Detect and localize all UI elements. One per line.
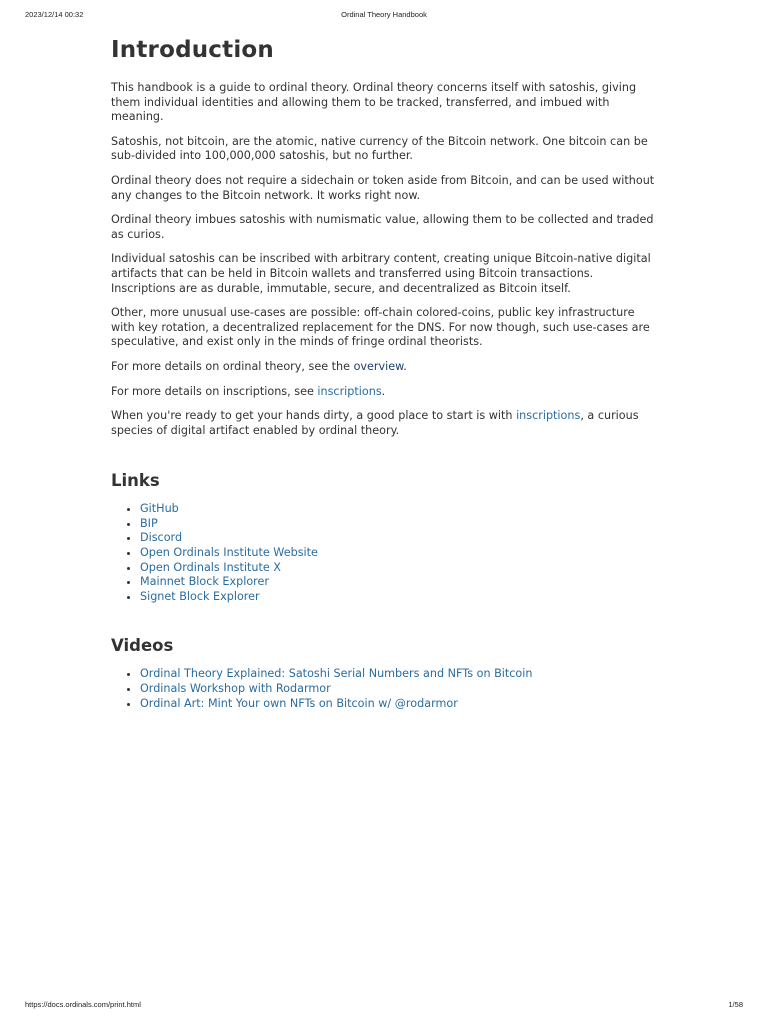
list-item <box>140 697 656 712</box>
links-section <box>111 470 656 604</box>
list-item <box>140 682 656 697</box>
paragraph-overview <box>111 360 656 375</box>
list-item <box>140 531 656 546</box>
print-footer <box>25 1000 743 1012</box>
page-number: 1/58 <box>728 1000 743 1009</box>
main-content <box>111 34 656 711</box>
paragraph-numismatic: Ordinal theory imbues satoshis with numismatic value, allowing them to be collected and traded as curios. <box>111 213 654 241</box>
videos-list <box>111 667 656 711</box>
list-item <box>140 517 656 532</box>
videos-heading: Videos <box>111 636 174 656</box>
print-datetime: 2023/12/14 00:32 <box>25 10 84 19</box>
page-title: Introduction <box>111 37 274 63</box>
paragraph-satoshis: Satoshis, not bitcoin, are the atomic, native currency of the Bitcoin network. One bitcoin can be sub-divided into 100,000,000 satoshis, but no further. <box>111 134 648 163</box>
mainnet-explorer-link[interactable]: Mainnet Block Explorer <box>140 575 270 589</box>
paragraph-inscribed: Individual satoshis can be inscribed with arbitrary content, creating unique Bitcoin-native digital artifacts that can be held in Bitcoin wallets and transferred using Bitcoin transactions. Inscriptions are as durable, immutable, secure, and decentralized as Bitcoin itself. <box>111 252 651 295</box>
paragraph-use-cases: Other, more unusual use-cases are possible: off-chain colored-coins, public key infrastructure with key rotation, a decentralized replacement for the DNS. For now though, such use-cases are speculative, and exist only in the minds of fringe ordinal theorists. <box>111 306 650 349</box>
print-doc-title: Ordinal Theory Handbook <box>341 10 427 19</box>
paragraph-overview-text: For more details on ordinal theory, see the <box>111 359 354 373</box>
paragraph-inscriptions-end: . <box>381 384 386 398</box>
github-link[interactable]: GitHub <box>140 502 179 516</box>
paragraph-intro: This handbook is a guide to ordinal theory. Ordinal theory concerns itself with satoshis, giving them individual identities and allowing them to be tracked, transferred, and imbued with meaning. <box>111 81 637 124</box>
overview-link[interactable]: overview <box>353 359 404 373</box>
list-item <box>140 561 656 576</box>
signet-explorer-link[interactable]: Signet Block Explorer <box>140 589 260 603</box>
links-list <box>111 502 656 604</box>
discord-link[interactable]: Discord <box>140 531 183 545</box>
paragraph-get-started <box>111 409 656 438</box>
video-link-ordinal-art[interactable]: Ordinal Art: Mint Your own NFTs on Bitcoin w/ @rodarmor <box>140 696 458 710</box>
videos-section <box>111 635 656 711</box>
print-header <box>25 10 743 22</box>
list-item <box>140 575 656 590</box>
inscriptions-start-link[interactable]: inscriptions <box>516 409 581 423</box>
video-link-ordinals-workshop[interactable]: Ordinals Workshop with Rodarmor <box>140 682 331 696</box>
inscriptions-link[interactable]: inscriptions <box>317 384 382 398</box>
paragraph-no-sidechain: Ordinal theory does not require a sidechain or token aside from Bitcoin, and can be used without any changes to the Bitcoin network. It works right now. <box>111 173 655 202</box>
list-item <box>140 546 656 561</box>
bip-link[interactable]: BIP <box>140 516 158 530</box>
paragraph-inscriptions-text: For more details on inscriptions, see <box>111 384 318 398</box>
paragraph-get-started-end: , a curious species of digital artifact enabled by ordinal theory. <box>111 409 639 437</box>
list-item <box>140 590 656 605</box>
video-link-ordinal-theory-explained[interactable]: Ordinal Theory Explained: Satoshi Serial Numbers and NFTs on Bitcoin <box>140 667 533 681</box>
ooi-website-link[interactable]: Open Ordinals Institute Website <box>140 546 318 560</box>
ooi-x-link[interactable]: Open Ordinals Institute X <box>140 560 281 574</box>
list-item <box>140 667 656 682</box>
links-heading: Links <box>111 471 160 491</box>
print-url: https://docs.ordinals.com/print.html <box>25 1000 141 1009</box>
list-item <box>140 502 656 517</box>
paragraph-inscriptions <box>111 385 656 400</box>
paragraph-overview-end: . <box>403 359 407 373</box>
paragraph-get-started-text: When you're ready to get your hands dirty, a good place to start is with <box>111 409 517 423</box>
